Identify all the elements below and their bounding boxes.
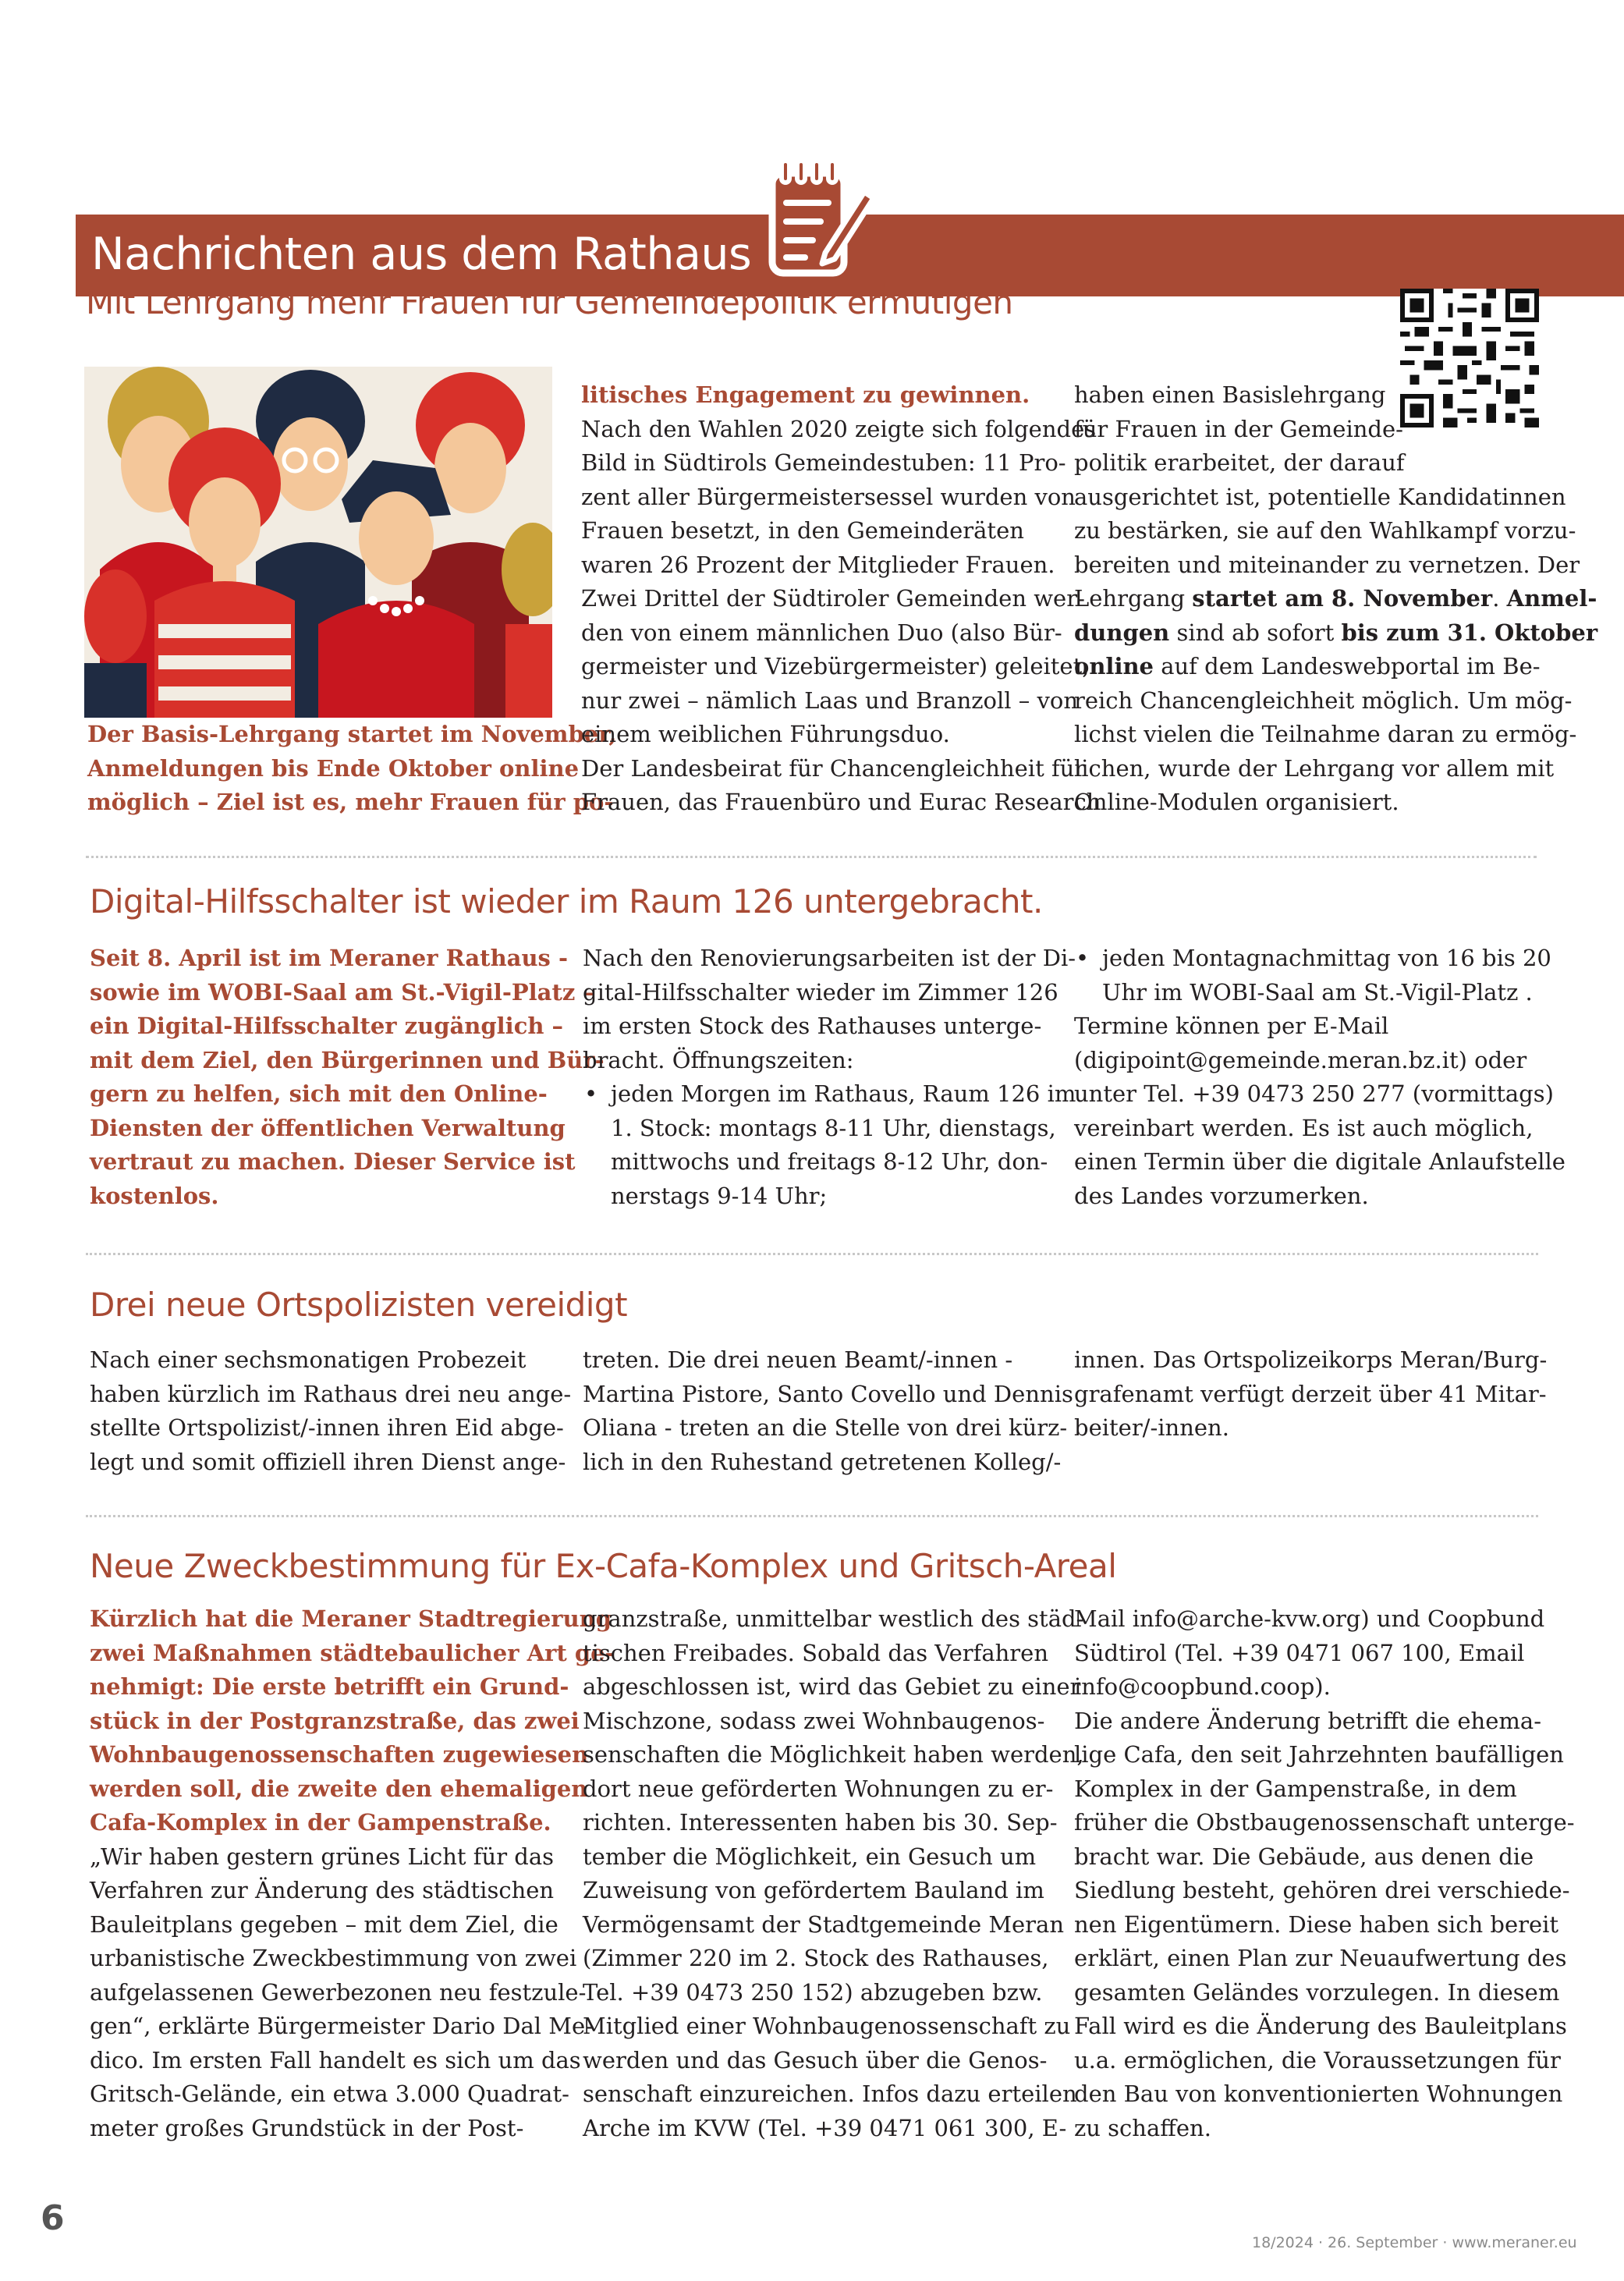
- list-item: • jeden Morgen im Rathaus, Raum 126 im 1. Stock: montags 8-11 Uhr, dienstags, mittwochs und freitags 8-12 Uhr, don- nerstags 9-14 Uhr;: [583, 1077, 1076, 1213]
- article-column: litisches Engagement zu gewinnen. Nach den Wahlen 2020 zeigte sich folgendes Bild in Südtirols Gemeindestuben: 11 Pro- zent aller Bürgermeistersessel wurden von Frauen besetzt, in den Gemeinderäten waren 26 Prozent der Mitglieder Frauen. Zwei Drittel der Südtiroler Gemeinden wer- den von einem männlichen Duo (also Bür- germeister und Vizebürgermeister) geleitet, nur zwei – nämlich Laas und Branzoll – von einem weiblichen Führungsduo. Der Landesbeirat für Chancengleichheit für Frauen, das Frauenbüro und Eurac Research: [581, 381, 1101, 815]
- page-section-title: Nachrichten aus dem Rathaus: [91, 229, 752, 280]
- article-column: • jeden Montagnachmittag von 16 bis 20 Uhr im WOBI-Saal am St.-Vigil-Platz . Termine können per E-Mail (digipoint@gemeinde.meran.bz.it) oder unter Tel. +39 0473 250 277 (vormittags) vereinbart werden. Es ist auch möglich, einen Termin über die digitale Anlaufstelle des Landes vorzumerken.: [1074, 942, 1565, 1213]
- article-column: haben einen Basislehrgang für Frauen in der Gemeinde- politik erarbeitet, der darauf ausgerichtet ist, potentielle Kandidatinnen zu bestärken, sie auf den Wahlkampf vorzu- bereiten und miteinander zu vernetzen. Der Lehrgang startet am 8. November. Anmel- dungen sind ab sofort bis zum 31. Oktober online auf dem Landeswebportal im Be- reich Chancengleichheit möglich. Um mög- lichst vielen die Teilnahme daran zu ermög- lichen, wurde der Lehrgang vor allem mit Online-Modulen organisiert.: [1074, 381, 1598, 815]
- article-column: Mail info@arche-kvw.org) und Coopbund Südtirol (Tel. +39 0471 067 100, Email info@coopbund.coop). Die andere Änderung betrifft die ehema- lige Cafa, den seit Jahrzehnten baufälligen Komplex in der Gampenstraße, in dem früher die Obstbaugenossenschaft unterge- bracht war. Die Gebäude, aus denen die Siedlung besteht, gehören drei verschiede- nen Eigentümern. Diese haben sich bereit erklärt, einen Plan zur Neuaufwertung des gesamten Geländes vorzulegen. In diesem Fall wird es die Änderung des Bauleitplans u.a. ermöglichen, die Voraussetzungen für den Bau von konventionierten Wohnungen zu schaffen.: [1074, 1605, 1575, 2141]
- article-headline: Digital-Hilfsschalter ist wieder im Raum 126 untergebracht.: [90, 882, 1043, 921]
- divider: [86, 1253, 1538, 1255]
- article-column: treten. Die drei neuen Beamt/-innen - Martina Pistore, Santo Covello und Dennis Oliana - treten an die Stelle von drei kürz- lich in den Ruhestand getretenen Kolleg/-: [583, 1346, 1073, 1475]
- article-column: Nach den Renovierungsarbeiten ist der Di- gital-Hilfsschalter wieder im Zimmer 126 im ersten Stock des Rathauses unterge- bracht. Öffnungszeiten: • jeden Morgen im Rathaus, Raum 126 im 1. Stock: montags 8-11 Uhr, dienstags, mittwochs und freitags 8-12 Uhr, don- nerstags 9-14 Uhr;: [583, 942, 1076, 1213]
- article-column: innen. Das Ortspolizeikorps Meran/Burg- grafenamt verfügt derzeit über 41 Mitar- beiter/-innen.: [1074, 1346, 1548, 1441]
- article-column: granzstraße, unmittelbar westlich des städ- tischen Freibades. Sobald das Verfahren abgeschlossen ist, wird das Gebiet zu einer Mischzone, sodass zwei Wohnbaugenos- senschaften die Möglichkeit haben werden, dort neue geförderten Wohnungen zu er- richten. Interessenten haben bis 30. Sep- tember die Möglichkeit, ein Gesuch um Zuweisung von gefördertem Bauland im Vermögensamt der Stadtgemeinde Meran (Zimmer 220 im 2. Stock des Rathauses, Tel. +39 0473 250 152) abzugeben bzw. Mitglied einer Wohnbaugenossenschaft zu werden und das Gesuch über die Genos- senschaft einzureichen. Infos dazu erteilen Arche im KVW (Tel. +39 0471 061 300, E-: [583, 1605, 1084, 2141]
- page-number: 6: [41, 2198, 65, 2238]
- list-item: • jeden Montagnachmittag von 16 bis 20 Uhr im WOBI-Saal am St.-Vigil-Platz .: [1074, 942, 1565, 1009]
- article-column: Kürzlich hat die Meraner Stadtregierung zwei Maßnahmen städtebaulicher Art ge- nehmigt: Die erste betrifft ein Grund- stück in der Postgranzstraße, das zwei Wohnbaugenossenschaften zugewiesen werden soll, die zweite den ehemaligen Cafa-Komplex in der Gampenstraße. „Wir haben gestern grünes Licht für das Verfahren zur Änderung des städtischen Bauleitplans gegeben – mit dem Ziel, die urbanistische Zweckbestimmung von zwei aufgelassenen Gewerbezonen neu festzule- gen“, erklärte Bürgermeister Dario Dal Me- dico. Im ersten Fall handelt es sich um das Gritsch-Gelände, ein etwa 3.000 Quadrat- meter großes Grundstück in der Post-: [90, 1605, 615, 2141]
- divider: [86, 856, 1537, 858]
- article-headline: Neue Zweckbestimmung für Ex-Cafa-Komplex und Gritsch-Areal: [90, 1547, 1117, 1585]
- article-lead: Der Basis-Lehrgang startet im November, Anmeldungen bis Ende Oktober online möglich – Ziel ist es, mehr Frauen für po-: [87, 721, 617, 815]
- issue-info: 18/2024 · 26. September · www.meraner.eu: [1252, 2234, 1577, 2251]
- article-lead: Seit 8. April ist im Meraner Rathaus - sowie im WOBI-Saal am St.-Vigil-Platz – ein Digital-Hilfsschalter zugänglich – mit dem Ziel, den Bürgerinnen und Bür- gern zu helfen, sich mit den Online- Diensten der öffentlichen Verwaltung vertraut zu machen. Dieser Service ist kostenlos.: [90, 945, 605, 1209]
- article-headline: Mit Lehrgang mehr Frauen für Gemeindepolitik ermutigen: [86, 283, 1013, 321]
- article-column: Nach einer sechsmonatigen Probezeit haben kürzlich im Rathaus drei neu ange- stellte Ortspolizist/-innen ihren Eid abge- legt und somit offiziell ihren Dienst ange-: [90, 1346, 572, 1475]
- women-illustration: [84, 367, 552, 718]
- article-headline: Drei neue Ortspolizisten vereidigt: [90, 1286, 628, 1324]
- divider: [86, 1515, 1538, 1517]
- notepad-pencil-icon: [763, 156, 880, 281]
